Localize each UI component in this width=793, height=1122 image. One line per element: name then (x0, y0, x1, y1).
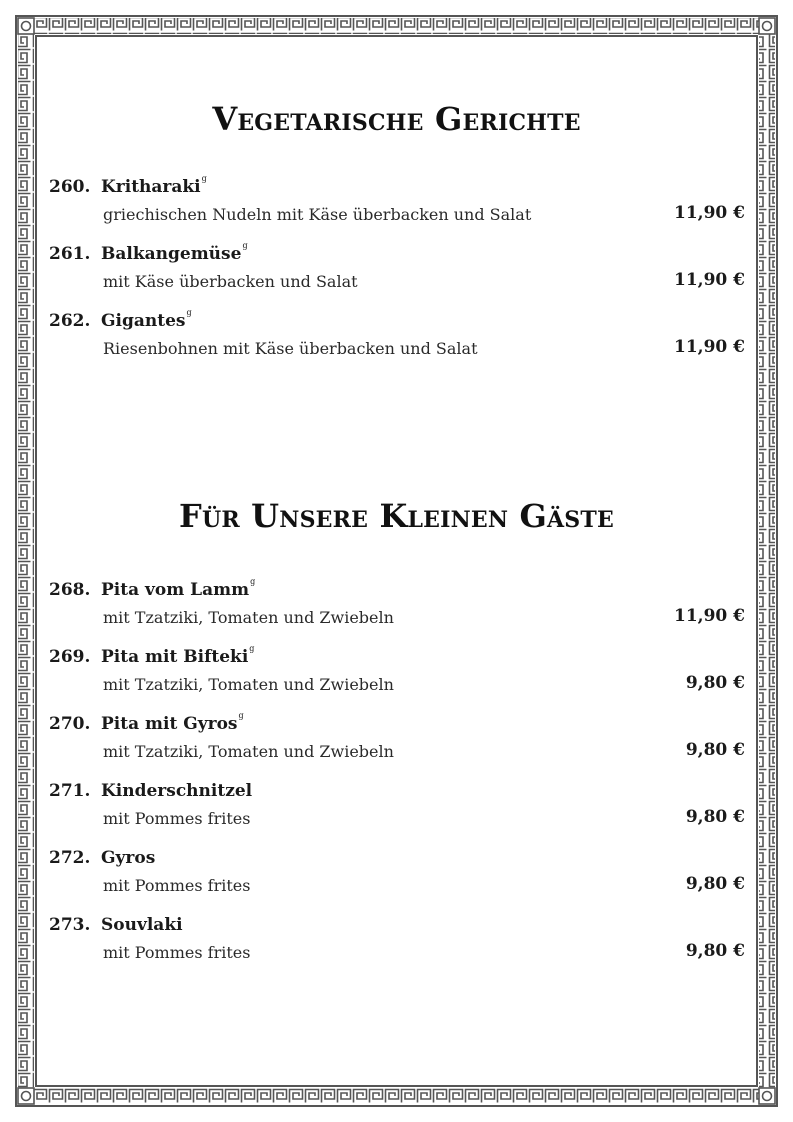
item-description: mit Tzatziki, Tomaten und Zwiebeln (103, 742, 394, 761)
menu-item (49, 644, 749, 714)
item-description: mit Tzatziki, Tomaten und Zwiebeln (103, 675, 394, 694)
section-title-vegetarian: Vegetarische Gerichte (212, 100, 581, 138)
item-price: 11,90 € (674, 203, 745, 223)
item-price: 11,90 € (674, 270, 745, 290)
item-name: Pita vom Lamm (101, 580, 250, 600)
menu-item (49, 711, 749, 781)
item-number: 261. (49, 244, 91, 264)
item-number: 270. (49, 714, 91, 734)
menu-item (49, 577, 749, 647)
allergen-marker: g (186, 308, 192, 318)
menu-item (49, 308, 749, 378)
item-name: Kinderschnitzel (101, 781, 253, 801)
menu-item (49, 781, 749, 848)
item-price: 9,80 € (685, 941, 745, 961)
item-number: 273. (49, 915, 91, 935)
menu-list-vegetarian (49, 174, 749, 378)
allergen-marker: g (250, 577, 256, 587)
item-description: mit Pommes frites (103, 876, 251, 895)
item-name: Pita mit Bifteki (101, 647, 249, 667)
item-name: Pita mit Gyros (101, 714, 238, 734)
menu-item (49, 174, 749, 244)
menu-item (49, 848, 749, 915)
item-number: 260. (49, 177, 91, 197)
allergen-marker: g (242, 241, 248, 251)
item-price: 9,80 € (685, 740, 745, 760)
item-number: 269. (49, 647, 91, 667)
item-name: Gigantes (101, 311, 186, 331)
allergen-marker: g (249, 644, 255, 654)
item-price: 9,80 € (685, 807, 745, 827)
item-price: 9,80 € (685, 874, 745, 894)
menu-list-kids (49, 577, 749, 982)
item-name: Kritharaki (101, 177, 201, 197)
menu-item (49, 241, 749, 311)
item-number: 271. (49, 781, 91, 801)
item-description: mit Tzatziki, Tomaten und Zwiebeln (103, 608, 394, 627)
allergen-marker: g (238, 711, 244, 721)
item-name: Gyros (101, 848, 156, 868)
menu-item (49, 915, 749, 982)
item-price: 11,90 € (674, 337, 745, 357)
allergen-marker: g (201, 174, 207, 184)
item-price: 9,80 € (685, 673, 745, 693)
item-description: griechischen Nudeln mit Käse überbacken und Salat (103, 205, 532, 224)
item-number: 272. (49, 848, 91, 868)
item-name: Souvlaki (101, 915, 183, 935)
item-number: 268. (49, 580, 91, 600)
item-description: mit Käse überbacken und Salat (103, 272, 358, 291)
item-number: 262. (49, 311, 91, 331)
item-description: Riesenbohnen mit Käse überbacken und Salat (103, 339, 478, 358)
item-description: mit Pommes frites (103, 943, 251, 962)
section-title-kids: Für Unsere Kleinen Gäste (179, 497, 614, 535)
item-description: mit Pommes frites (103, 809, 251, 828)
item-price: 11,90 € (674, 606, 745, 626)
item-name: Balkangemüse (101, 244, 242, 264)
